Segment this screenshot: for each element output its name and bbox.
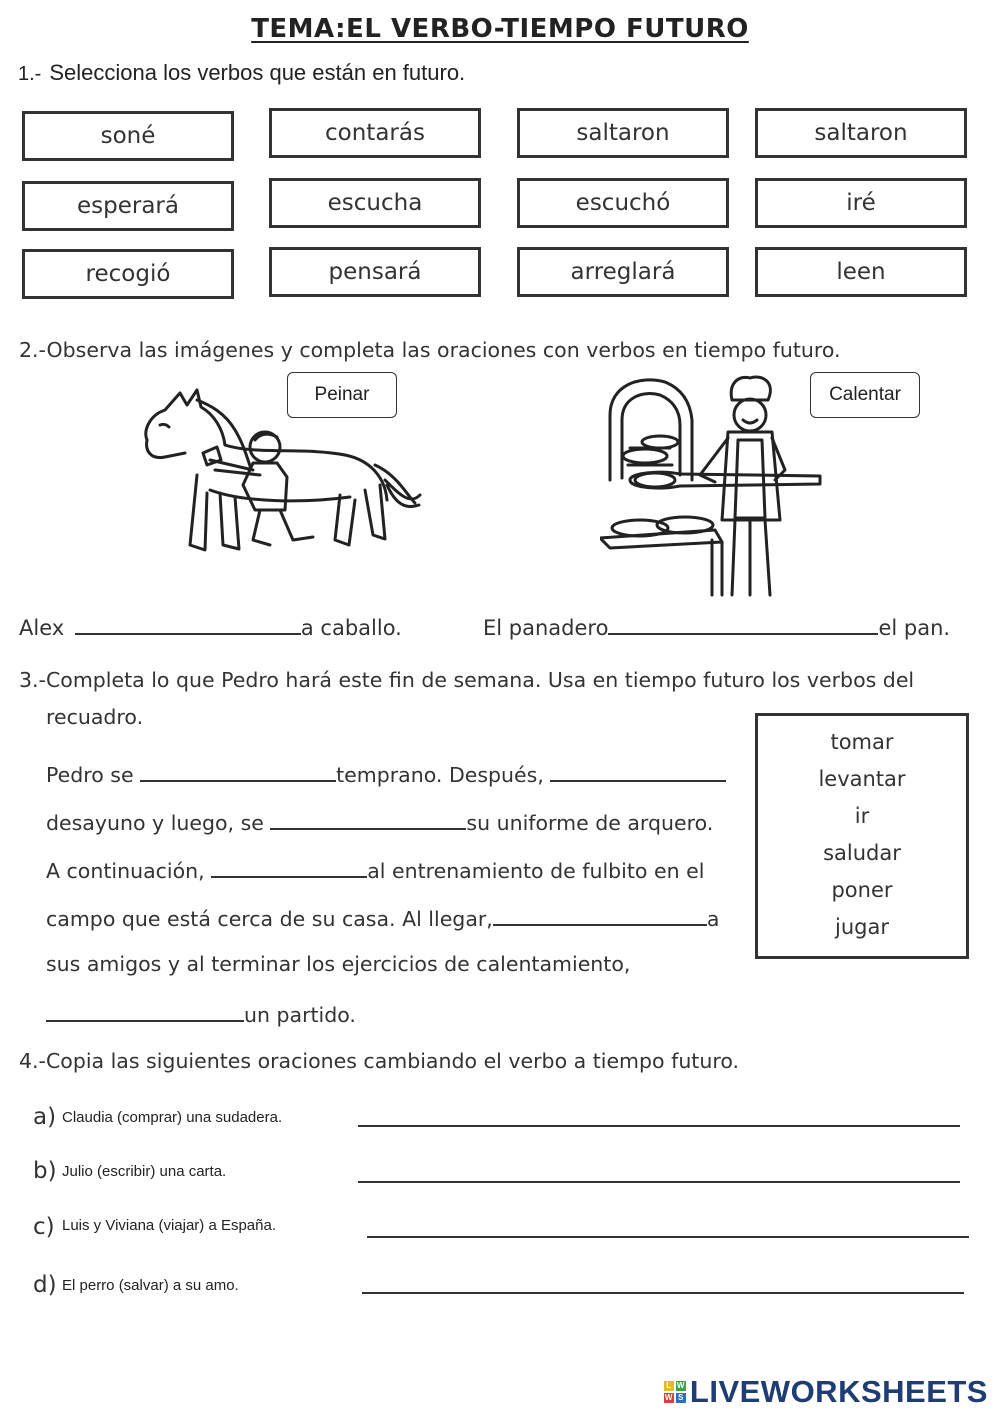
verb-item: saludar	[823, 841, 901, 865]
verb-item: tomar	[830, 730, 894, 754]
word-option[interactable]: escuchó	[517, 178, 729, 228]
paragraph-line-6	[46, 1000, 356, 1027]
question-2-heading: 2.-Observa las imágenes y completa las oraciones con verbos en tiempo futuro.	[19, 338, 841, 362]
paragraph-line-1	[46, 760, 726, 787]
word-option[interactable]: saltaron	[517, 108, 729, 158]
verb-item: jugar	[835, 915, 889, 939]
sentence-alex-end: a caballo.	[300, 616, 402, 640]
text-segment: A continuación,	[46, 859, 205, 883]
verb-item: ir	[854, 804, 870, 828]
text-segment: Pedro se	[46, 763, 134, 787]
text-segment: un partido.	[244, 1003, 356, 1027]
answer-line[interactable]	[367, 1236, 969, 1238]
blank-line-alex[interactable]	[75, 613, 301, 635]
badge-cell: S	[676, 1393, 686, 1403]
sentence-alex-start: Alex	[19, 616, 65, 640]
answer-line[interactable]	[358, 1181, 960, 1183]
sentence-panadero-end: el pan.	[878, 616, 951, 640]
worksheet-title: TEMA:EL VERBO-TIEMPO FUTURO	[251, 14, 749, 44]
item-sentence: Claudia (comprar) una sudadera.	[62, 1109, 283, 1126]
sentence-alex	[19, 613, 402, 640]
blank-line-panadero[interactable]	[608, 613, 878, 635]
verb-item: poner	[831, 878, 893, 902]
badge-cell: W	[676, 1381, 685, 1390]
item-letter: b)	[33, 1158, 57, 1184]
baker-illustration	[600, 370, 825, 600]
answer-line[interactable]	[358, 1125, 960, 1127]
badge-cell: L	[664, 1381, 674, 1391]
sentence-panadero	[483, 613, 950, 640]
word-option[interactable]: iré	[755, 178, 967, 228]
question-1-text: Selecciona los verbos que están en futuro.	[49, 60, 466, 85]
text-segment: desayuno y luego, se	[46, 811, 264, 835]
paragraph-line-4	[46, 904, 719, 931]
paragraph-line-2	[46, 808, 713, 835]
word-option[interactable]: saltaron	[755, 108, 967, 158]
word-option[interactable]: pensará	[269, 247, 481, 297]
question-1-prompt	[18, 60, 465, 86]
question-3-heading: 3.-Completa lo que Pedro hará este fin de semana. Usa en tiempo futuro los verbos del	[19, 668, 915, 692]
word-option[interactable]: recogió	[22, 249, 234, 299]
answer-line[interactable]	[362, 1292, 964, 1294]
item-letter: d)	[33, 1272, 57, 1298]
logo-badge-icon	[664, 1381, 686, 1403]
verb-item: levantar	[818, 767, 906, 791]
answer-field-peinar[interactable]: Peinar	[287, 372, 397, 418]
text-segment: al entrenamiento de fulbito en el	[367, 859, 705, 883]
blank-line[interactable]	[550, 760, 726, 782]
blank-line[interactable]	[211, 856, 367, 878]
blank-line[interactable]	[493, 904, 707, 926]
item-letter: c)	[33, 1214, 55, 1240]
paragraph-line-3	[46, 856, 704, 883]
item-letter: a)	[33, 1104, 57, 1130]
question-1-number: 1.-	[18, 63, 42, 85]
question-3-heading-cont: recuadro.	[46, 705, 144, 729]
paragraph-line-5: sus amigos y al terminar los ejercicios de calentamiento,	[46, 952, 631, 976]
logo-text: LIVEWORKSHEETS	[689, 1374, 988, 1409]
answer-field-calentar[interactable]: Calentar	[810, 372, 920, 418]
text-segment: a	[706, 907, 720, 931]
sentence-panadero-start: El panadero	[483, 616, 609, 640]
item-sentence: El perro (salvar) a su amo.	[62, 1277, 239, 1294]
blank-line[interactable]	[140, 760, 336, 782]
word-option[interactable]: leen	[755, 247, 967, 297]
text-segment: campo que está cerca de su casa. Al llegar,	[46, 907, 493, 931]
word-option[interactable]: esperará	[22, 181, 234, 231]
word-option[interactable]: escucha	[269, 178, 481, 228]
item-sentence: Luis y Viviana (viajar) a España.	[62, 1217, 276, 1234]
word-option[interactable]: contarás	[269, 108, 481, 158]
word-option[interactable]: arreglará	[517, 247, 729, 297]
text-segment: temprano. Después,	[336, 763, 544, 787]
question-4-heading: 4.-Copia las siguientes oraciones cambiando el verbo a tiempo futuro.	[19, 1049, 740, 1073]
word-option[interactable]: soné	[22, 111, 234, 161]
blank-line[interactable]	[46, 1000, 244, 1022]
verb-list-box	[755, 713, 969, 959]
liveworksheets-logo	[664, 1374, 988, 1410]
item-sentence: Julio (escribir) una carta.	[62, 1163, 227, 1180]
badge-cell: W	[664, 1393, 673, 1402]
text-segment: su uniforme de arquero.	[466, 811, 714, 835]
blank-line[interactable]	[270, 808, 466, 830]
